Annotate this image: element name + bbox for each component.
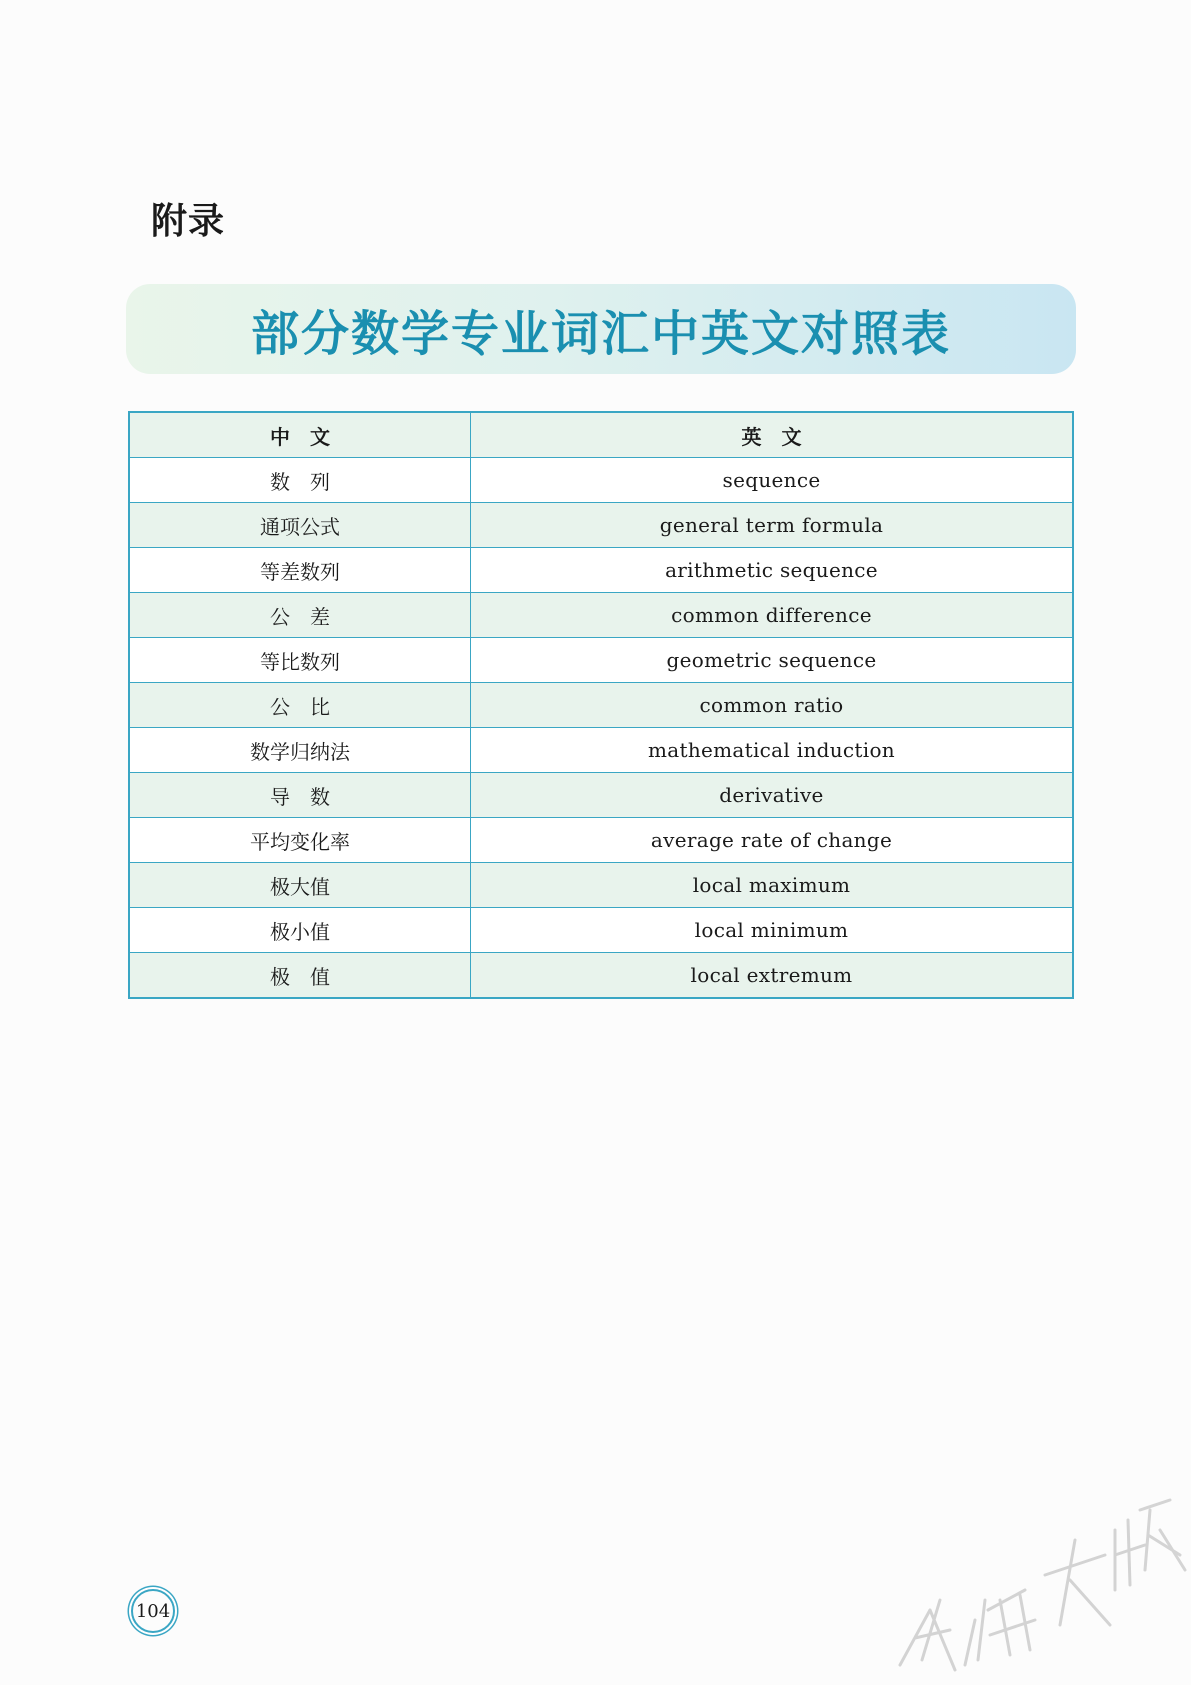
cell-english: common difference: [471, 593, 1074, 638]
page-title: 部分数学专业词汇中英文对照表: [250, 305, 951, 362]
appendix-heading: 附录: [151, 201, 226, 242]
cell-chinese: 公 差: [129, 593, 471, 638]
cell-chinese: 通项公式: [129, 503, 471, 548]
table-row: [129, 503, 1073, 548]
cell-english: sequence: [471, 458, 1074, 503]
cell-english: common ratio: [471, 683, 1074, 728]
table-header-row: [129, 412, 1073, 458]
cell-english: mathematical induction: [471, 728, 1074, 773]
cell-chinese: 极大值: [129, 863, 471, 908]
cell-chinese: 数学归纳法: [129, 728, 471, 773]
table-row: [129, 773, 1073, 818]
cell-chinese: 极 值: [129, 953, 471, 999]
cell-english: derivative: [471, 773, 1074, 818]
cell-english: general term formula: [471, 503, 1074, 548]
vocabulary-table: [128, 411, 1074, 999]
cell-chinese: 极小值: [129, 908, 471, 953]
table-row: [129, 638, 1073, 683]
cell-english: arithmetic sequence: [471, 548, 1074, 593]
column-header-english: 英 文: [471, 412, 1074, 458]
publisher-watermark: [860, 1460, 1190, 1680]
column-header-chinese: 中 文: [129, 412, 471, 458]
cell-chinese: 等差数列: [129, 548, 471, 593]
table-row: [129, 458, 1073, 503]
table-row: [129, 818, 1073, 863]
cell-chinese: 数 列: [129, 458, 471, 503]
cell-chinese: 导 数: [129, 773, 471, 818]
cell-english: geometric sequence: [471, 638, 1074, 683]
table-body: [129, 458, 1073, 999]
cell-english: local extremum: [471, 953, 1074, 999]
cell-chinese: 公 比: [129, 683, 471, 728]
table-row: [129, 728, 1073, 773]
table-row: [129, 953, 1073, 999]
table-row: [129, 548, 1073, 593]
table-row: [129, 593, 1073, 638]
cell-english: local minimum: [471, 908, 1074, 953]
table-row: [129, 908, 1073, 953]
cell-chinese: 等比数列: [129, 638, 471, 683]
table-row: [129, 683, 1073, 728]
cell-english: average rate of change: [471, 818, 1074, 863]
cell-chinese: 平均变化率: [129, 818, 471, 863]
title-banner: [126, 284, 1076, 374]
page-number: 104: [131, 1589, 175, 1633]
cell-english: local maximum: [471, 863, 1074, 908]
table-row: [129, 863, 1073, 908]
